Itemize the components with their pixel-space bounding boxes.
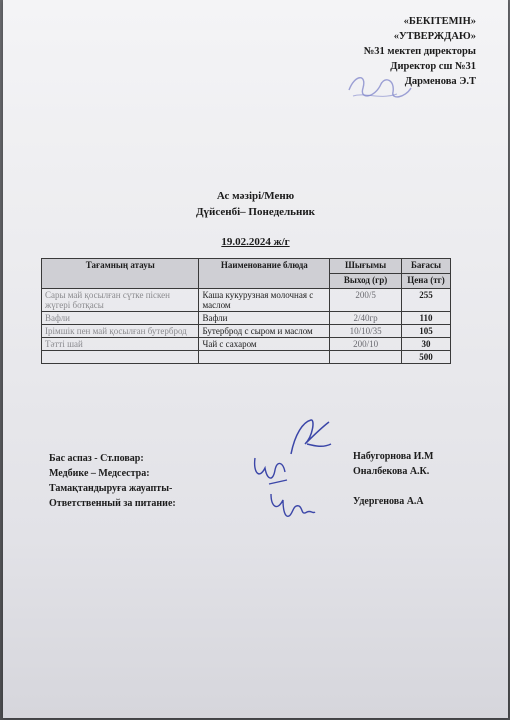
header-output-sub: Выход (гр) bbox=[330, 274, 402, 289]
menu-table bbox=[41, 258, 451, 364]
table-header-row bbox=[42, 259, 451, 274]
dish-output: 2/40гр bbox=[330, 312, 402, 325]
role-nurse: Медбике – Медсестра: bbox=[49, 468, 150, 479]
approval-school-ru: Директор сш №31 bbox=[390, 61, 476, 72]
approval-director-name: Дарменова Э.Т bbox=[404, 76, 476, 87]
role-responsible-ru: Ответственный за питание: bbox=[49, 498, 176, 509]
name-nurse: Оналбекова А.К. bbox=[353, 466, 430, 477]
dish-price: 30 bbox=[402, 338, 451, 351]
header-name-kz: Тағамның атауы bbox=[42, 259, 199, 289]
dish-output: 10/10/35 bbox=[330, 325, 402, 338]
approval-ru: «УТВЕРЖДАЮ» bbox=[393, 31, 476, 42]
menu-document bbox=[3, 0, 508, 718]
dish-name-kz: Ірімшік пен май қосылған бутерброд bbox=[42, 325, 199, 338]
role-cook: Бас аспаз - Ст.повар: bbox=[49, 453, 144, 464]
header-output: Шығымы bbox=[330, 259, 402, 274]
header-price-sub: Цена (тг) bbox=[402, 274, 451, 289]
dish-price: 105 bbox=[402, 325, 451, 338]
dish-name-ru: Каша кукурузная молочная с маслом bbox=[199, 289, 330, 312]
signature-roles bbox=[49, 451, 176, 511]
responsible-signature bbox=[267, 488, 317, 524]
dish-name-kz: Тәтті шай bbox=[42, 338, 199, 351]
role-responsible-kz: Тамақтандыруға жауапты- bbox=[49, 483, 173, 494]
table-row bbox=[42, 338, 451, 351]
total-empty-cell bbox=[199, 351, 330, 364]
name-responsible: Удергенова А.А bbox=[353, 496, 424, 507]
menu-title bbox=[3, 188, 508, 220]
dish-output: 200/5 bbox=[330, 289, 402, 312]
table-row bbox=[42, 312, 451, 325]
dish-output: 200/10 bbox=[330, 338, 402, 351]
dish-name-ru: Вафли bbox=[199, 312, 330, 325]
dish-price: 110 bbox=[402, 312, 451, 325]
director-signature-stamp bbox=[345, 70, 415, 106]
approval-school-kz: №31 мектеп директоры bbox=[363, 46, 476, 57]
total-empty-cell bbox=[330, 351, 402, 364]
total-price: 500 bbox=[402, 351, 451, 364]
table-row bbox=[42, 325, 451, 338]
dish-name-ru: Бутерброд с сыром и маслом bbox=[199, 325, 330, 338]
dish-name-kz: Сары май қосылған сүтке піскен жүгері ботқасы bbox=[42, 289, 199, 312]
menu-title-line1: Ас мәзірі/Меню bbox=[216, 190, 295, 202]
dish-name-kz: Вафли bbox=[42, 312, 199, 325]
dish-name-ru: Чай с сахаром bbox=[199, 338, 330, 351]
approval-kz: «БЕКІТЕМІН» bbox=[403, 16, 476, 27]
name-cook: Набугорнова И.М bbox=[353, 451, 434, 462]
table-row bbox=[42, 289, 451, 312]
table-total-row bbox=[42, 351, 451, 364]
total-empty-cell bbox=[42, 351, 199, 364]
header-price: Бағасы bbox=[402, 259, 451, 274]
nurse-signature bbox=[249, 450, 293, 490]
menu-title-day: Дүйсенбі– Понедельник bbox=[195, 206, 316, 218]
menu-date: 19.02.2024 ж/г bbox=[221, 236, 290, 248]
dish-price: 255 bbox=[402, 289, 451, 312]
header-name-ru: Наименование блюда bbox=[199, 259, 330, 289]
